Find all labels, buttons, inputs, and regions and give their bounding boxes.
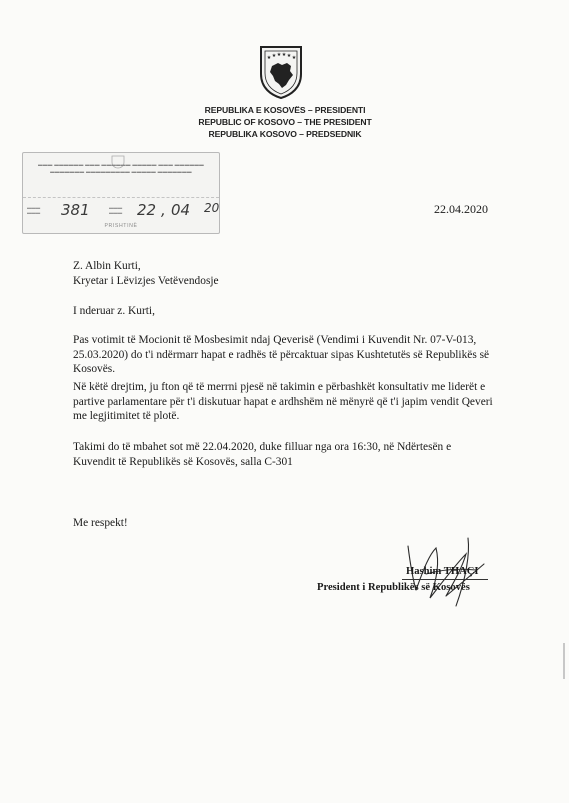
stamp-date-day: 22 <box>137 201 157 219</box>
stamp-divider <box>23 197 219 198</box>
header-serbian: REPUBLIKA KOSOVO – PREDSEDNIK <box>208 129 362 139</box>
svg-text:★: ★ <box>286 53 292 59</box>
salutation: I nderuar z. Kurti, <box>73 305 155 317</box>
body-paragraph: Pas votimit të Mocionit të Mosbesimit ndaj Qeverisë (Vendimi i Kuvendit Nr. 07-V-013, 25.03.2020) do t'i ndërmarr hapat e radhës të përcaktuar sipas Kushtetutës së Republikës së Kosovës. <box>73 334 490 376</box>
closing: Me respekt! <box>73 517 128 529</box>
received-stamp <box>22 152 220 234</box>
svg-text:★: ★ <box>291 55 297 61</box>
stamp-date-label: ▬▬▬ ▬▬▬ <box>109 205 123 215</box>
kosovo-coat-of-arms-icon <box>258 44 304 100</box>
stamp-text-line1: ▬▬▬ ▬▬▬▬▬▬ ▬▬▬ ▬▬▬▬▬▬ ▬▬▬▬▬ ▬▬▬ ▬▬▬▬▬▬ <box>37 162 205 167</box>
stamp-separator: , <box>161 201 166 219</box>
scan-edge-mark <box>563 643 565 679</box>
svg-text:★: ★ <box>276 52 282 58</box>
institution-header <box>185 104 385 140</box>
stamp-date-month: 04 <box>171 201 191 219</box>
header-english: REPUBLIC OF KOSOVO – THE PRESIDENT <box>198 117 372 127</box>
signatory-name: Hashim THAÇI <box>406 566 479 577</box>
recipient-title: Kryetar i Lëvizjes Vetëvendosje <box>73 275 219 287</box>
stamp-number: 381 <box>61 201 90 219</box>
stamp-text-line2: ▬▬▬▬▬▬▬ ▬▬▬▬▬▬▬▬▬ ▬▬▬▬▬ ▬▬▬▬▬▬▬ <box>50 169 192 174</box>
letter-date: 22.04.2020 <box>434 202 488 216</box>
header-albanian: REPUBLIKA E KOSOVËS – PRESIDENTI <box>204 105 366 115</box>
recipient-name: Z. Albin Kurti, <box>73 260 141 272</box>
signatory-title: President i Republikës së Kosovës <box>317 582 470 593</box>
body-paragraph: Takimi do të mbahet sot më 22.04.2020, duke filluar nga ora 16:30, në Ndërtesën e Kuvendit të Republikës së Kosovës, salla C-301 <box>73 441 452 468</box>
body-paragraph: Në këtë drejtim, ju fton që të merrni pjesë në takimin e përbashkët konsultativ me liderët e partive parlamentare për t'i diskutuar hapat e ardhshëm në mënyrë që t'i japim vendit Qeveri me legjitimitet të plotë. <box>73 381 493 423</box>
stamp-date-year: 20 <box>204 201 220 215</box>
svg-text:★: ★ <box>281 52 287 58</box>
svg-text:★: ★ <box>266 55 272 61</box>
svg-text:★: ★ <box>271 53 277 59</box>
signature-line <box>402 579 488 580</box>
stamp-footer: PRISHTINË <box>104 223 138 229</box>
stamp-number-label: ▬▬▬ ▬▬▬ <box>27 205 41 215</box>
